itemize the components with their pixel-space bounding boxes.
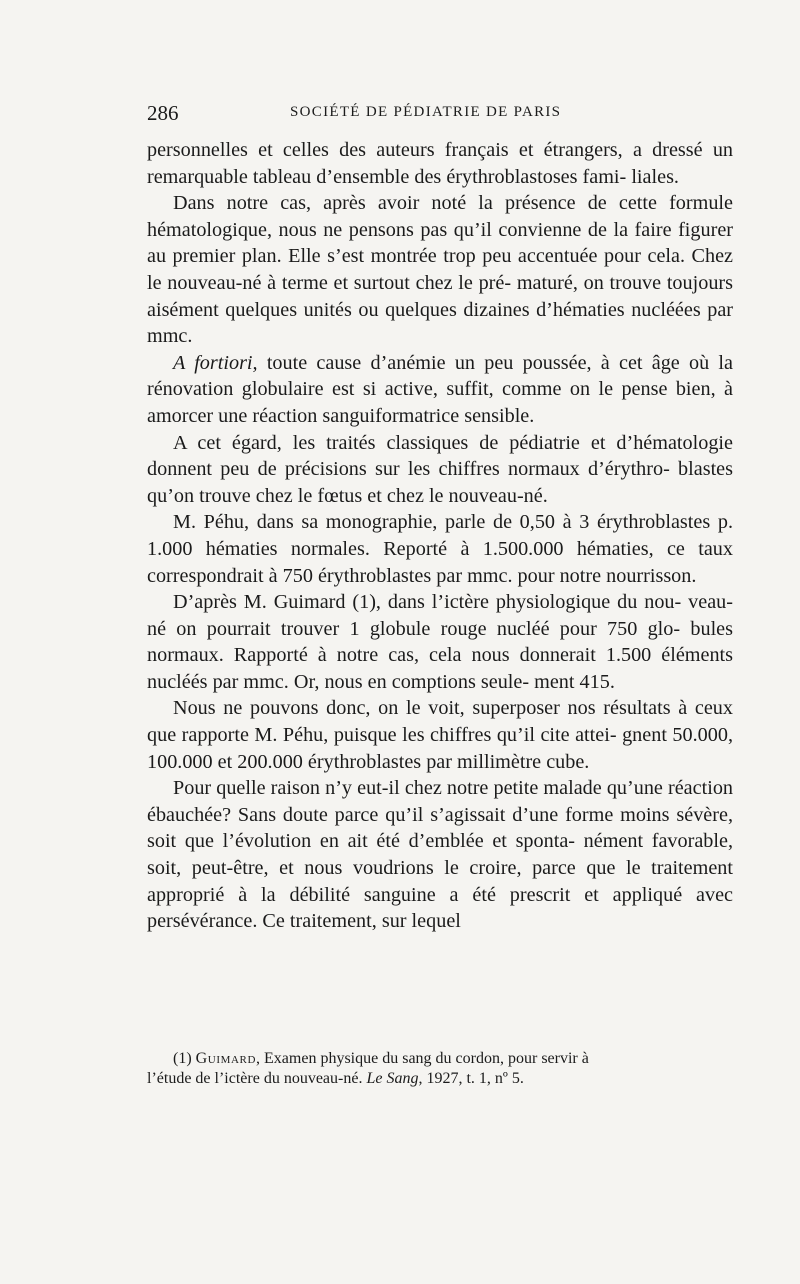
text-line: Dans notre cas, après avoir noté la présence de cette formule [173,192,733,215]
paragraph-1 [147,137,733,190]
paragraph-2 [147,190,733,350]
text-line: M. Péhu, dans sa monographie, parle de 0,50 à 3 érythroblastes [173,511,711,534]
footnote [147,1049,733,1089]
text-line: pour cela. Chez le nouveau-né à terme et surtout chez le pré- [147,245,733,294]
running-title: SOCIÉTÉ DE PÉDIATRIE DE PARIS [290,104,562,120]
italic-phrase: A fortiori, [173,351,258,374]
footnote-marker: (1) [173,1050,196,1067]
text-line: où la rénovation globulaire est si active, suffit, comme on le pense [147,351,733,401]
text-line: bules normaux. Rapporté à notre cas, cela nous donnerait [147,617,733,667]
body-text [147,137,733,935]
text-line: veau-né on pourrait trouver 1 globule rouge nucléé pour 750 glo- [147,591,734,640]
text-line: ment 415. [534,670,615,693]
text-line: ceux que rapporte M. Péhu, puisque les chiffres qu’il cite attei- [147,697,733,747]
text-line: blastes qu’on trouve chez le fœtus et chez le nouveau-né. [147,458,733,507]
text-line: D’après M. Guimard (1), dans l’ictère physiologique du nou- [173,591,682,614]
text-line: cube. [546,750,590,773]
text-line: Nous ne pouvons donc, on le voit, superposer nos résultats à [173,697,688,720]
text-line: moins sévère, soit que l’évolution en ait été d’emblée et sponta- [147,803,733,853]
text-line: taux correspondrait à 750 érythroblastes par mmc. pour notre [147,537,733,587]
text-line: prescrit et appliqué avec persévérance. Ce traitement, sur lequel [147,883,734,933]
text-line: A cet égard, les traités classiques de pédiatrie et d’hématologie [173,431,733,454]
text-line: parce que le traitement approprié à la débilité sanguine a été [147,857,733,906]
text-line: figurer au premier plan. Elle s’est montrée trop peu accentuée [147,218,734,268]
text-line: liales. [631,165,679,188]
footnote-journal: Le Sang [366,1070,419,1087]
paragraph-3 [147,350,733,430]
text-line: bien, à amorcer une réaction sanguiformatrice sensible. [147,378,733,427]
text-line: 1.500 éléments nucléés par mmc. Or, nous en comptions seule- [147,644,734,693]
text-line: nourrisson. [606,564,697,587]
text-line: dizaines d’hématies nucléées par mmc. [147,298,734,348]
footnote-author: Guimard [195,1050,257,1067]
footnote-line-2 [147,1069,733,1089]
footnote-line-1 [147,1049,733,1069]
text-line: personnelles et celles des auteurs français et étrangers, a dressé [147,139,703,161]
text-line: nément favorable, soit, peut-être, et nous voudrions le croire, [147,830,733,880]
text-line: gnent 50.000, 100.000 et 200.000 érythroblastes par millimètre [147,724,733,773]
text-line: Pour quelle raison n’y eut-il chez notre petite malade qu’une [173,777,663,800]
text-line: p. 1.000 hématies normales. Reporté à 1.500.000 hématies, ce [147,511,733,560]
text-line: toute cause d’anémie un peu poussée, à cet âge [257,351,680,374]
paragraph-4 [147,430,733,510]
text-line: un remarquable tableau d’ensemble des érythroblastoses fami- [147,139,733,188]
footnote-text: , 1927, t. 1, nº 5. [418,1070,524,1087]
text-line: réaction ébauchée? Sans doute parce qu’il s’agissait d’une forme [147,777,734,826]
text-line: donnent peu de précisions sur les chiffres normaux d’érythro- [147,458,670,481]
text-line: maturé, on trouve toujours aisément quelques unités ou quelques [147,271,733,321]
paragraph-8 [147,775,733,935]
footnote-text: , Examen physique du sang du cordon, pour servir à [256,1050,589,1067]
footnote-text: l’étude de l’ictère du nouveau-né. [147,1070,367,1087]
paragraph-5 [147,509,733,589]
page-number: 286 [147,101,179,125]
text-line: hématologique, nous ne pensons pas qu’il convienne de la faire [147,218,672,241]
paragraph-7 [147,695,733,775]
page-header [147,101,733,131]
paragraph-6 [147,589,733,695]
